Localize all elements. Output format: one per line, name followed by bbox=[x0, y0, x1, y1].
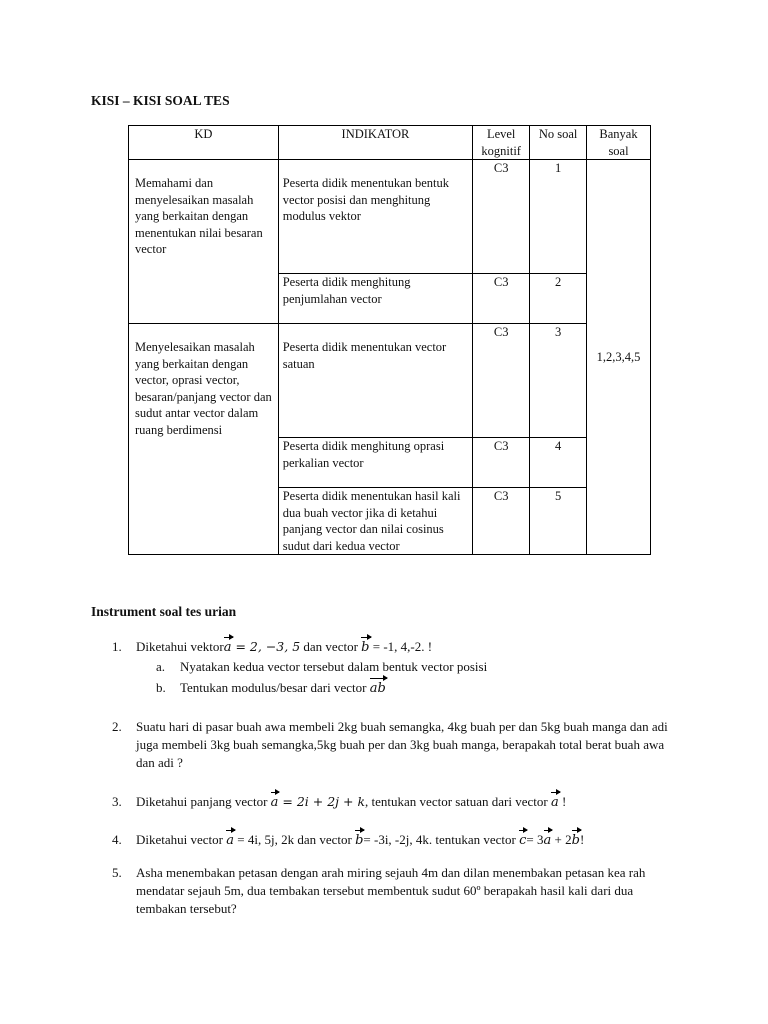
indikator-cell: Peserta didik menghitung penjumlahan vector bbox=[278, 274, 472, 324]
question-text: Asha menembakan petasan dengan arah miring sejauh 4m dan dilan menembakan petasan kea rah mendatar sejauh 5m, dua tembakan tersebut membentuk sudut 60º berapakah hasil kali dari dua tembakan tersebut? bbox=[136, 865, 646, 916]
vector-b: b bbox=[361, 640, 370, 655]
sub-text: Tentukan modulus/besar dari vector bbox=[180, 680, 370, 695]
q3-pre: Diketahui panjang vector bbox=[136, 794, 271, 809]
q4-t4: + 2 bbox=[551, 832, 572, 847]
indikator-cell bbox=[278, 160, 472, 274]
question-5 bbox=[112, 864, 672, 918]
indikator-cell bbox=[278, 324, 472, 438]
question-number: 2. bbox=[112, 719, 122, 734]
q3-eq: = 2i + 2j + k bbox=[278, 794, 366, 809]
vector-a: a bbox=[270, 795, 279, 810]
sub-text: Nyatakan kedua vector tersebut dalam bentuk vector posisi bbox=[180, 659, 488, 674]
no-cell: 5 bbox=[530, 488, 587, 555]
no-cell: 2 bbox=[530, 274, 587, 324]
question-1b bbox=[156, 679, 386, 698]
header-indikator: INDIKATOR bbox=[278, 126, 472, 160]
level-cell: C3 bbox=[473, 488, 530, 555]
level-cell: C3 bbox=[473, 274, 530, 324]
page-heading: KISI – KISI SOAL TES bbox=[91, 93, 230, 108]
sub-label: a. bbox=[156, 659, 166, 674]
q1-eq-a: = 2, −3, 5 bbox=[231, 639, 301, 654]
vector-ab: ab bbox=[369, 681, 386, 696]
q4-t3: = 3 bbox=[526, 832, 544, 847]
header-kd: KD bbox=[129, 126, 279, 160]
kisi-table bbox=[128, 125, 651, 555]
vector-a: a bbox=[223, 640, 232, 655]
no-cell: 4 bbox=[530, 438, 587, 488]
header-level: Level kognitif bbox=[473, 126, 530, 160]
question-number: 1. bbox=[112, 639, 122, 654]
kd-text-2: Menyelesaikan masalah yang berkaitan dengan vector, oprasi vector, besaran/panjang vector dan sudut antar vector dalam ruang berdimensi bbox=[135, 340, 272, 437]
table-row bbox=[129, 160, 651, 274]
vector-a: a bbox=[543, 833, 552, 848]
table-header-row bbox=[129, 126, 651, 160]
question-2 bbox=[112, 718, 672, 772]
question-number: 4. bbox=[112, 832, 122, 847]
banyak-soal-cell: 1,2,3,4,5 bbox=[587, 160, 651, 555]
vector-b: b bbox=[571, 833, 580, 848]
vector-a: a bbox=[226, 833, 235, 848]
kd-cell-2 bbox=[129, 324, 279, 555]
instrument-title: Instrument soal tes urian bbox=[91, 604, 237, 619]
indikator-text: Peserta didik menentukan vector satuan bbox=[282, 340, 447, 371]
kd-cell-1 bbox=[129, 160, 279, 324]
vector-b: b bbox=[355, 833, 364, 848]
question-4 bbox=[112, 831, 672, 850]
question-1a bbox=[156, 658, 487, 676]
q1-post: = -1, 4,-2. ! bbox=[369, 639, 433, 654]
table-row bbox=[129, 324, 651, 438]
no-cell: 1 bbox=[530, 160, 587, 274]
header-banyak: Banyak soal bbox=[587, 126, 651, 160]
no-cell: 3 bbox=[530, 324, 587, 438]
q4-pre: Diketahui vector bbox=[136, 832, 227, 847]
q3-post: ! bbox=[558, 794, 567, 809]
q4-t5: ! bbox=[579, 832, 585, 847]
kd-text-1: Memahami dan menyelesaikan masalah yang berkaitan dengan menentukan nilai besaran vector bbox=[135, 176, 263, 256]
indikator-text: Peserta didik menentukan bentuk vector posisi dan menghitung modulus vektor bbox=[282, 176, 450, 223]
q1-pre: Diketahui vektor bbox=[136, 639, 224, 654]
q4-t1: = 4i, 5j, 2k dan vector bbox=[234, 832, 356, 847]
vector-a: a bbox=[550, 795, 559, 810]
indikator-cell: Peserta didik menghitung oprasi perkalian vector bbox=[278, 438, 472, 488]
question-3 bbox=[112, 793, 672, 812]
question-text: Suatu hari di pasar buah awa membeli 2kg buah semangka, 4kg buah per dan 5kg buah manga dan adi juga membeli 3kg buah semangka,5kg buah per dan 3kg buah manga, berapakah total berat buah awa dan adi ? bbox=[136, 719, 668, 770]
vector-c: c bbox=[519, 833, 527, 848]
indikator-cell: Peserta didik menentukan hasil kali dua buah vector jika di ketahui panjang vector dan nilai cosinus sudut dari kedua vector bbox=[278, 488, 472, 555]
level-cell: C3 bbox=[473, 324, 530, 438]
q4-t2: = -3i, -2j, 4k. tentukan vector bbox=[363, 832, 520, 847]
question-number: 3. bbox=[112, 794, 122, 809]
q1-mid: dan vector bbox=[300, 639, 362, 654]
header-no: No soal bbox=[530, 126, 587, 160]
question-1 bbox=[112, 638, 672, 657]
question-number: 5. bbox=[112, 865, 122, 880]
level-cell: C3 bbox=[473, 160, 530, 274]
sub-label: b. bbox=[156, 680, 166, 695]
level-cell: C3 bbox=[473, 438, 530, 488]
q3-mid: , tentukan vector satuan dari vector bbox=[365, 794, 551, 809]
